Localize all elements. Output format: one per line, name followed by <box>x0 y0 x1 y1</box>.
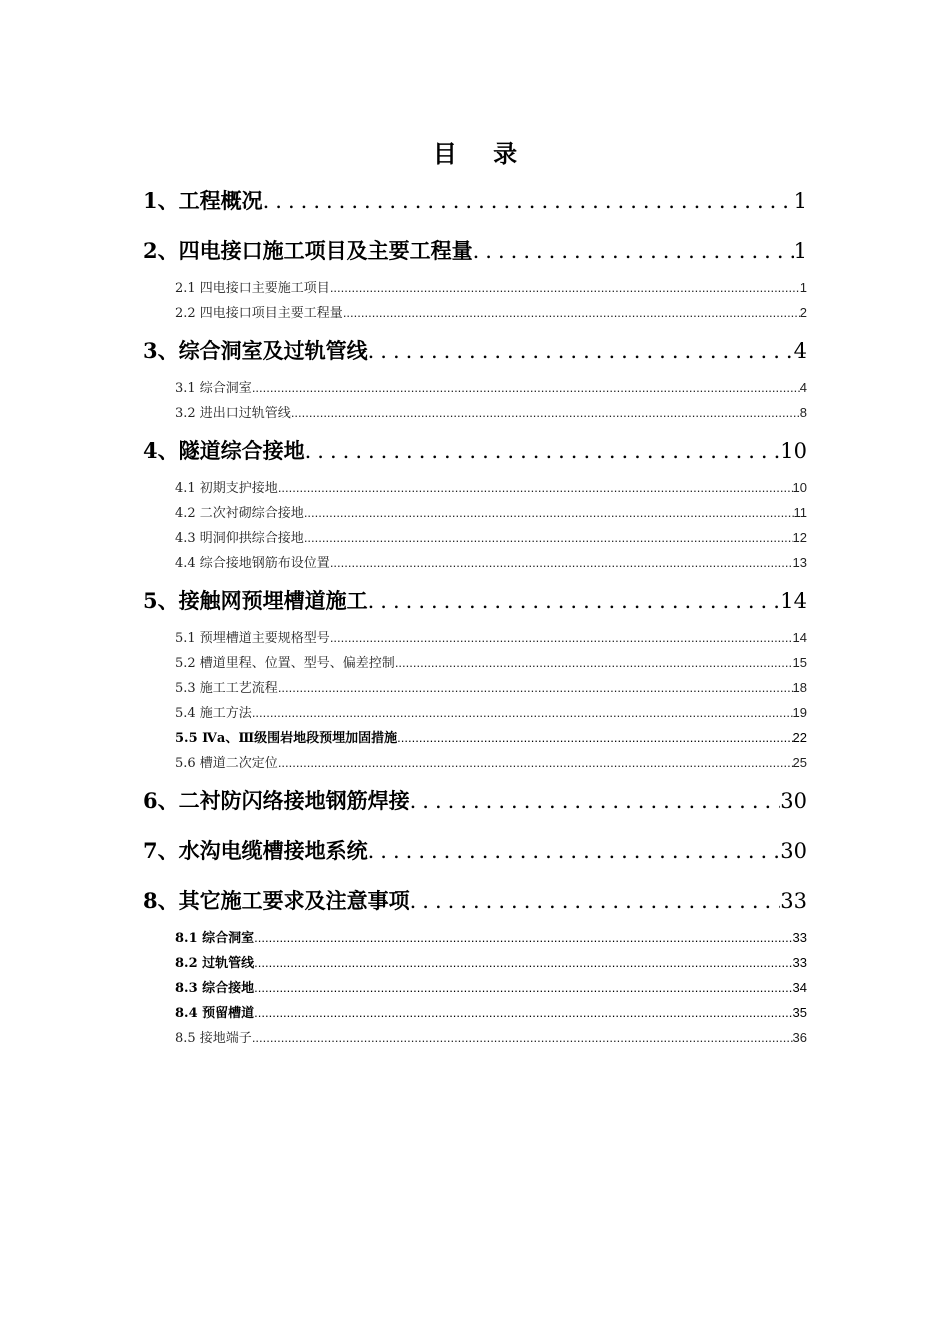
toc-entry-label: 3.2 进出口过轨管线 <box>175 406 291 421</box>
toc-subsection-entry[interactable] <box>143 953 807 978</box>
toc-entry-label: 5.4 施工方法 <box>175 706 252 721</box>
toc-subsection-entry[interactable] <box>143 753 807 778</box>
toc-section-entry[interactable] <box>143 828 807 878</box>
toc-entry-page-number: 10 <box>792 480 807 495</box>
toc-entry-page-number: 4 <box>799 380 807 395</box>
toc-entry-page-number: 8 <box>799 405 807 420</box>
toc-leader-dots <box>278 753 793 773</box>
toc-leader-dots <box>397 728 792 748</box>
toc-entry-label: 5.3 施工工艺流程 <box>175 681 278 696</box>
toc-entry-label: 2、四电接口施工项目及主要工程量 <box>143 238 473 263</box>
toc-subsection-entry[interactable] <box>143 978 807 1003</box>
toc-subsection-entry[interactable] <box>143 928 807 953</box>
toc-entry-page-number: 2 <box>799 305 807 320</box>
toc-leader-dots <box>304 528 793 548</box>
toc-subsection-entry[interactable] <box>143 1003 807 1028</box>
toc-entry-label: 8.3 综合接地 <box>175 981 255 996</box>
toc-entry-label: 3.1 综合洞室 <box>175 381 252 396</box>
toc-section-entry[interactable] <box>143 428 807 478</box>
toc-subsection-entry[interactable] <box>143 278 807 303</box>
toc-leader-dots <box>254 1003 792 1023</box>
toc-subsection-entry[interactable] <box>143 653 807 678</box>
toc-title: 目 录 <box>432 139 532 168</box>
toc-leader-dots <box>473 228 794 274</box>
toc-section-entry[interactable] <box>143 878 807 928</box>
toc-leader-dots <box>368 328 794 374</box>
table-of-contents <box>143 178 807 1053</box>
toc-leader-dots <box>395 653 793 673</box>
toc-entry-page-number: 1 <box>799 280 807 295</box>
toc-entry-label: 5、接触网预埋槽道施工 <box>143 588 368 613</box>
toc-entry-page-number: 13 <box>792 555 807 570</box>
toc-subsection-entry[interactable] <box>143 728 807 753</box>
toc-leader-dots <box>304 503 794 523</box>
toc-entry-label: 8、其它施工要求及注意事项 <box>143 888 410 913</box>
toc-leader-dots <box>254 953 792 973</box>
toc-subsection-entry[interactable] <box>143 403 807 428</box>
toc-leader-dots <box>368 828 781 874</box>
toc-leader-dots <box>291 403 800 423</box>
toc-subsection-entry[interactable] <box>143 553 807 578</box>
toc-leader-dots <box>410 878 781 924</box>
toc-entry-page-number: 33 <box>792 955 807 970</box>
toc-entry-label: 5.1 预埋槽道主要规格型号 <box>175 631 330 646</box>
toc-entry-page-number: 10 <box>780 439 807 463</box>
toc-entry-page-number: 4 <box>793 339 807 363</box>
toc-entry-label: 4.1 初期支护接地 <box>175 481 278 496</box>
toc-entry-label: 1、工程概况 <box>143 188 263 213</box>
toc-entry-page-number: 33 <box>780 889 807 913</box>
toc-entry-label: 4.3 明洞仰拱综合接地 <box>175 531 304 546</box>
toc-entry-page-number: 30 <box>780 839 807 863</box>
toc-section-entry[interactable] <box>143 578 807 628</box>
toc-subsection-entry[interactable] <box>143 528 807 553</box>
toc-entry-label: 6、二衬防闪络接地钢筋焊接 <box>143 788 410 813</box>
toc-entry-label: 5.2 槽道里程、位置、型号、偏差控制 <box>175 656 395 671</box>
toc-entry-page-number: 25 <box>792 755 807 770</box>
toc-subsection-entry[interactable] <box>143 703 807 728</box>
toc-entry-label: 5.6 槽道二次定位 <box>175 756 278 771</box>
toc-leader-dots <box>278 478 793 498</box>
toc-leader-dots <box>252 1028 793 1048</box>
toc-entry-label: 3、综合洞室及过轨管线 <box>143 338 368 363</box>
toc-subsection-entry[interactable] <box>143 378 807 403</box>
toc-section-entry[interactable] <box>143 178 807 228</box>
toc-entry-page-number: 19 <box>792 705 807 720</box>
toc-entry-page-number: 14 <box>792 630 807 645</box>
toc-entry-page-number: 15 <box>792 655 807 670</box>
toc-entry-label: 4.4 综合接地钢筋布设位置 <box>175 556 330 571</box>
toc-entry-page-number: 11 <box>793 505 807 520</box>
toc-entry-page-number: 1 <box>793 189 807 213</box>
toc-leader-dots <box>263 178 794 224</box>
toc-entry-page-number: 35 <box>792 1005 807 1020</box>
toc-section-entry[interactable] <box>143 778 807 828</box>
toc-entry-page-number: 12 <box>792 530 807 545</box>
toc-leader-dots <box>305 428 781 474</box>
toc-subsection-entry[interactable] <box>143 678 807 703</box>
toc-leader-dots <box>254 928 792 948</box>
toc-entry-page-number: 18 <box>792 680 807 695</box>
toc-leader-dots <box>254 978 792 998</box>
toc-leader-dots <box>368 578 781 624</box>
toc-entry-label: 7、水沟电缆槽接地系统 <box>143 838 368 863</box>
toc-entry-page-number: 30 <box>780 789 807 813</box>
toc-leader-dots <box>330 553 793 573</box>
toc-subsection-entry[interactable] <box>143 628 807 653</box>
toc-leader-dots <box>252 378 800 398</box>
toc-subsection-entry[interactable] <box>143 503 807 528</box>
toc-entry-label: 8.2 过轨管线 <box>175 956 255 971</box>
toc-entry-label: 5.5 Ⅳa、Ⅲ级围岩地段预埋加固措施 <box>175 731 398 746</box>
toc-section-entry[interactable] <box>143 228 807 278</box>
toc-leader-dots <box>252 703 793 723</box>
toc-entry-page-number: 14 <box>780 589 807 613</box>
toc-entry-page-number: 36 <box>792 1030 807 1045</box>
toc-leader-dots <box>330 628 793 648</box>
toc-subsection-entry[interactable] <box>143 303 807 328</box>
toc-leader-dots <box>410 778 781 824</box>
toc-entry-label: 8.1 综合洞室 <box>175 931 255 946</box>
toc-entry-label: 4.2 二次衬砌综合接地 <box>175 506 304 521</box>
toc-leader-dots <box>278 678 793 698</box>
toc-entry-label: 4、隧道综合接地 <box>143 438 305 463</box>
toc-entry-label: 2.1 四电接口主要施工项目 <box>175 281 330 296</box>
toc-entry-page-number: 1 <box>793 239 807 263</box>
toc-leader-dots <box>343 303 800 323</box>
toc-entry-page-number: 34 <box>792 980 807 995</box>
toc-subsection-entry[interactable] <box>143 1028 807 1053</box>
toc-subsection-entry[interactable] <box>143 478 807 503</box>
toc-leader-dots <box>330 278 800 298</box>
toc-entry-label: 8.4 预留槽道 <box>175 1006 255 1021</box>
toc-section-entry[interactable] <box>143 328 807 378</box>
toc-entry-label: 2.2 四电接口项目主要工程量 <box>175 306 343 321</box>
toc-entry-label: 8.5 接地端子 <box>175 1031 252 1046</box>
toc-entry-page-number: 33 <box>792 930 807 945</box>
toc-entry-page-number: 22 <box>792 730 807 745</box>
